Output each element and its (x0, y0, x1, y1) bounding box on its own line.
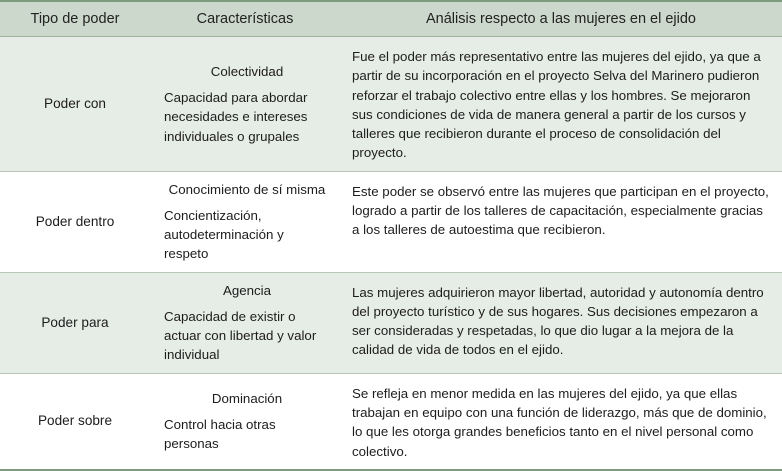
characteristic-title: Dominación (211, 390, 283, 406)
table-header-row (0, 1, 782, 37)
characteristic-description: Capacidad de existir o actuar con libertad y valor individual (164, 308, 317, 363)
column-header-characteristics: Características (150, 1, 340, 37)
cell-power-type: Poder para (0, 272, 150, 373)
table-row (0, 37, 782, 172)
cell-analysis: Fue el poder más representativo entre las mujeres del ejido, ya que a partir de su incorporación en el proyecto Selva del Marinero pudieron reforzar el trabajo colectivo entre ellas y los hombres. Se mejoraron sus condiciones de vida de manera general a partir de los cursos y talleres que recibieron durante el proceso de consolidación del proyecto. (340, 37, 782, 172)
table-row (0, 171, 782, 272)
table-header (0, 1, 782, 37)
column-header-analysis: Análisis respecto a las mujeres en el ejido (340, 1, 782, 37)
characteristic-title: Conocimiento de sí misma (168, 181, 326, 197)
column-header-power-type: Tipo de poder (0, 1, 150, 37)
cell-power-type: Poder sobre (0, 373, 150, 470)
cell-characteristics (150, 37, 340, 172)
cell-power-type: Poder dentro (0, 171, 150, 272)
cell-power-type: Poder con (0, 37, 150, 172)
cell-characteristics (150, 373, 340, 470)
table-body (0, 37, 782, 470)
characteristic-description: Concientización, autodeterminación y respeto (164, 207, 284, 262)
characteristic-title: Agencia (222, 282, 272, 298)
cell-analysis: Este poder se observó entre las mujeres que participan en el proyecto, logrado a partir de los talleres de capacitación, especialmente gracias a los talleres de autoestima que recibieron. (340, 171, 782, 272)
cell-characteristics (150, 272, 340, 373)
characteristic-title: Colectividad (210, 63, 284, 79)
cell-characteristics (150, 171, 340, 272)
characteristic-description: Capacidad para abordar necesidades e intereses individuales o grupales (164, 90, 308, 144)
cell-analysis: Las mujeres adquirieron mayor libertad, autoridad y autonomía dentro del proyecto turístico y de sus hogares. Sus decisiones empezaron a ser consideradas y respetadas, lo que dio lugar a la mejora de la calidad de vida de todos en el ejido. (340, 272, 782, 373)
table-row (0, 272, 782, 373)
characteristic-description: Control hacia otras personas (164, 417, 276, 452)
cell-analysis: Se refleja en menor medida en las mujeres del ejido, ya que ellas trabajan en equipo con una función de liderazgo, más que de dominio, lo que les otorga grandes beneficios tanto en el nivel personal como colectivo. (340, 373, 782, 470)
table-row (0, 373, 782, 470)
